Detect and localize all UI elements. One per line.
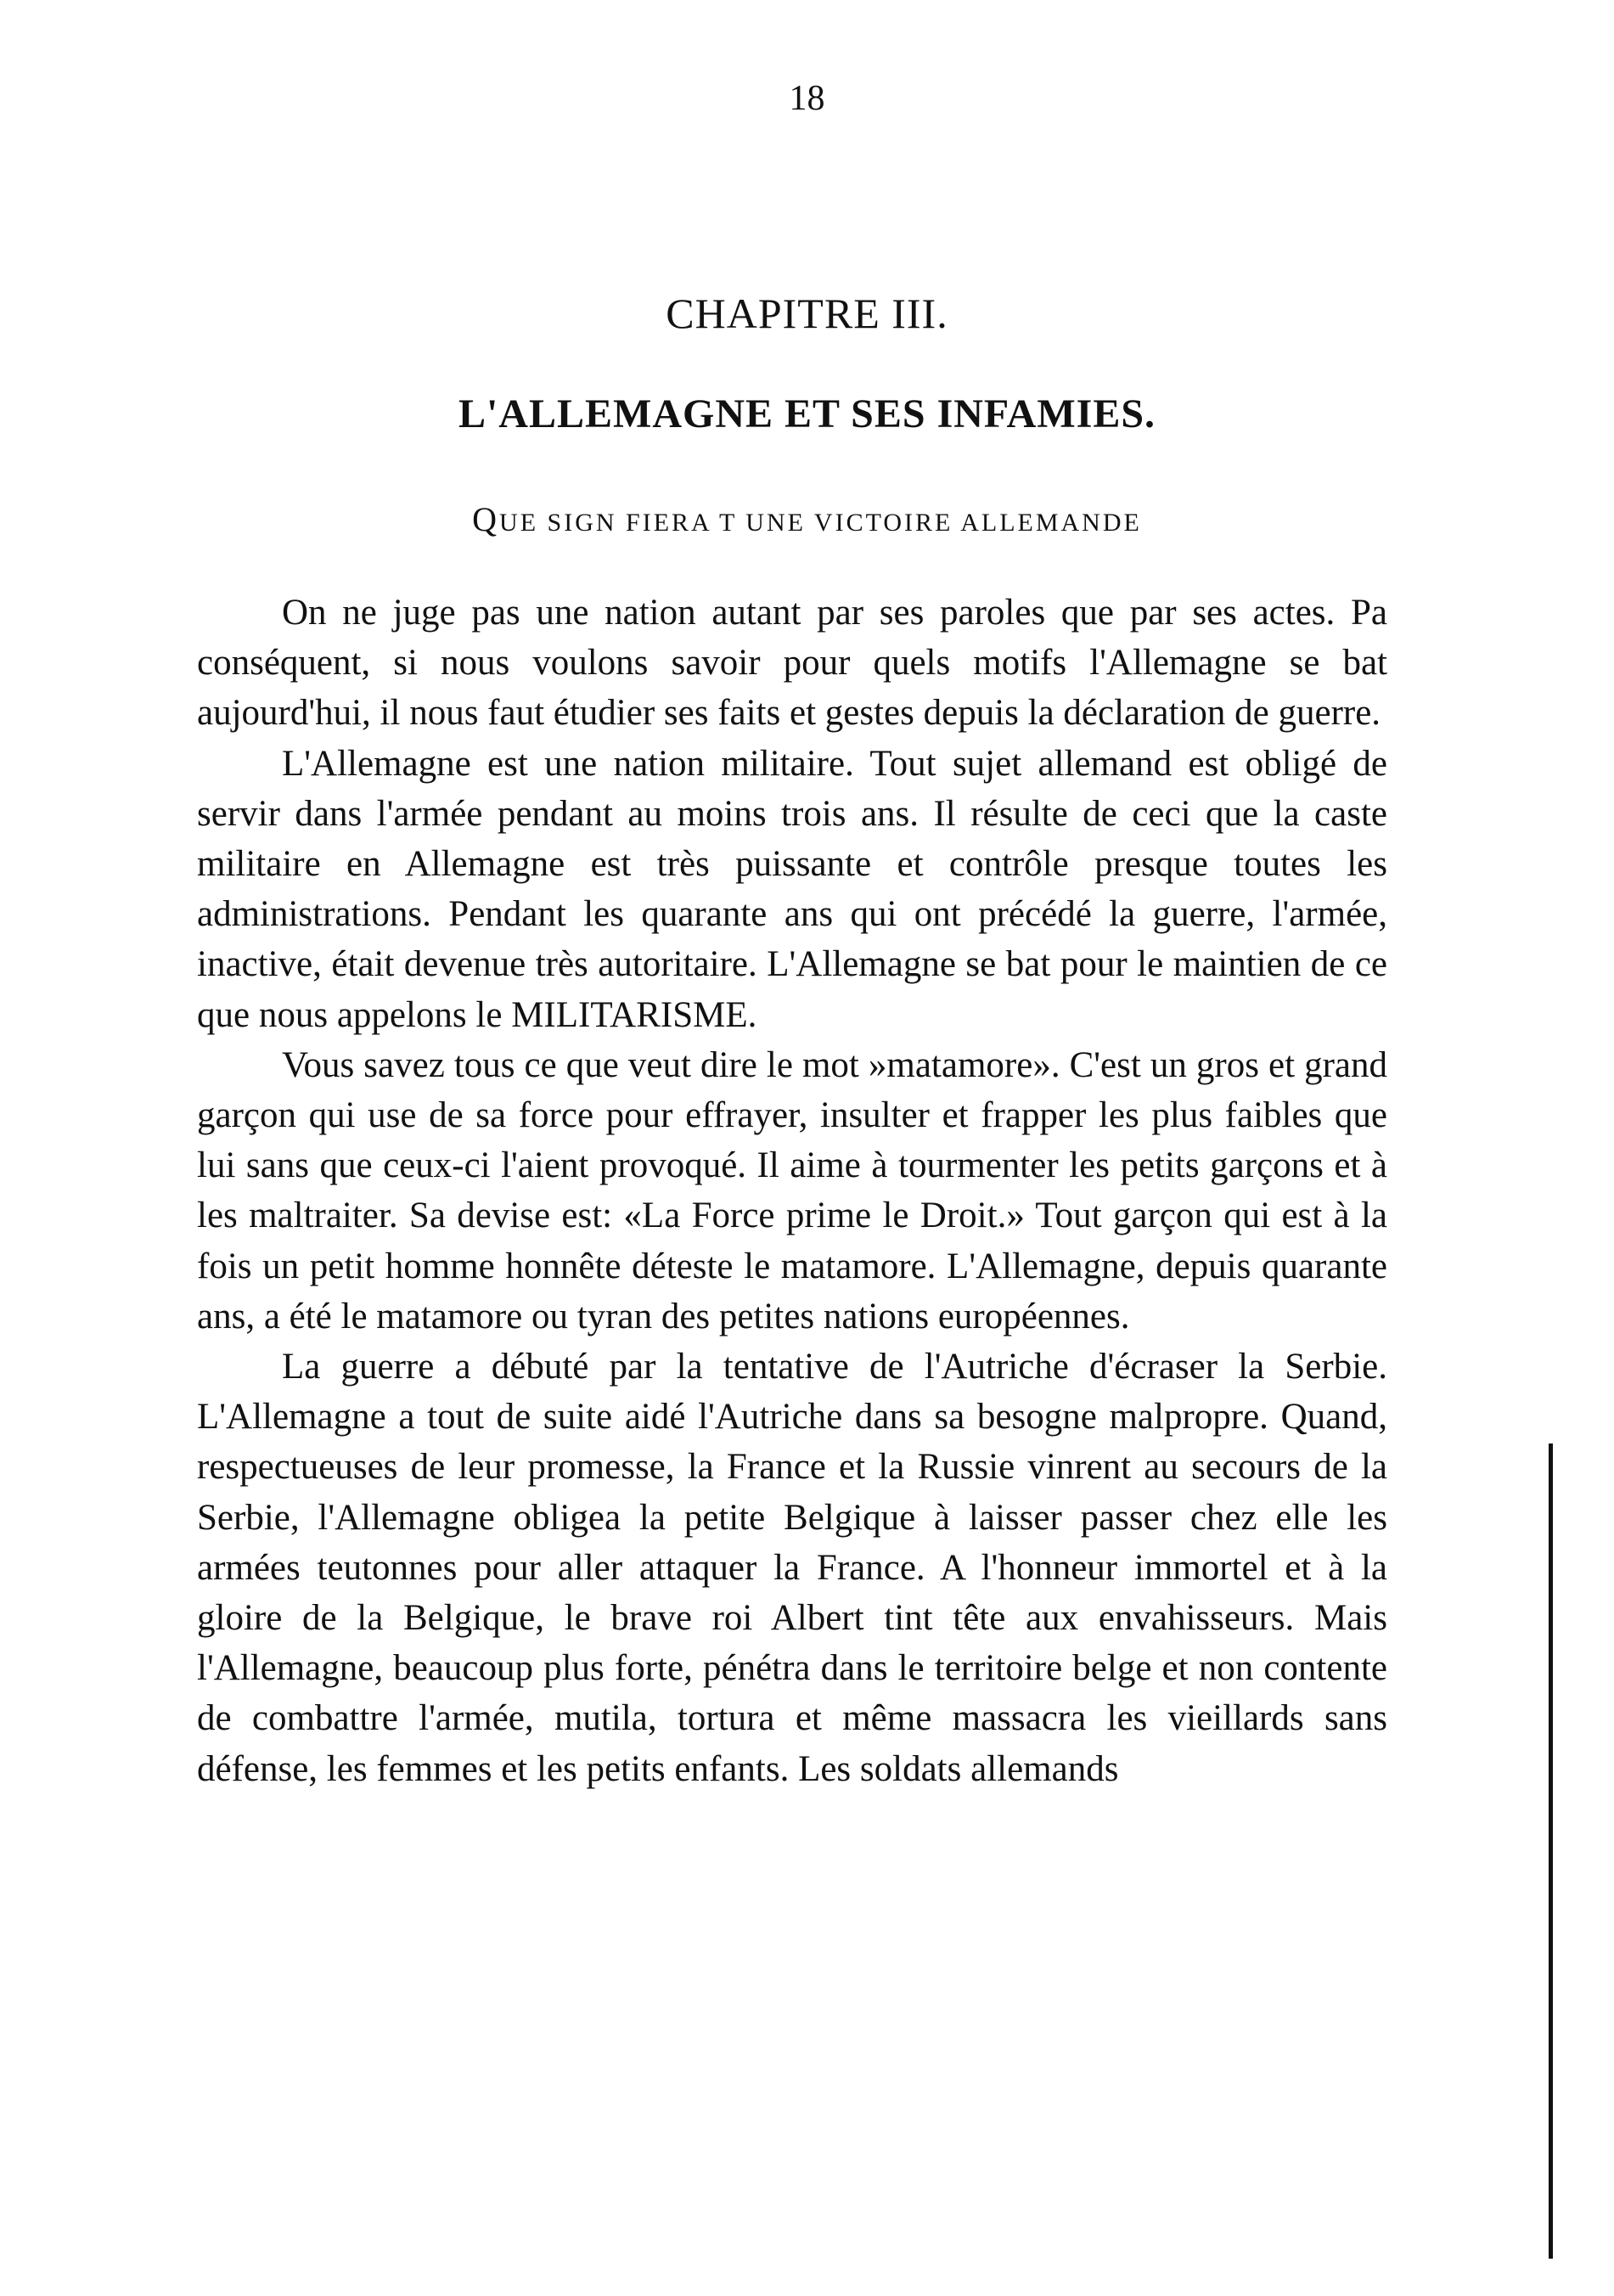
paragraph-1: On ne juge pas une nation autant par ses paroles que par ses actes. Pa conséquent, si nous voulons savoir pour quels motifs l'Allemagne se bat aujourd'hui, il nous faut étudier ses faits et gestes depuis la déclaration de guerre. [197,593,1387,734]
paragraph-3: Vous savez tous ce que veut dire le mot »matamore». C'est un gros et grand garçon qui use de sa force pour effrayer, insulter et frapper les plus faibles que lui sans que ceux-ci l'aient provoqué. Il aime à tourmenter les petits garçons et à les maltraiter. Sa devise est: «La Force prime le Droit.» Tout garçon qui est à la fois un petit homme honnête déteste le matamore. L'Allemagne, depuis quarante ans, a été le matamore ou tyran des petites nations européennes. [197,1044,1387,1337]
section-heading [0,499,1614,539]
section-heading-initial: Q [472,500,500,538]
section-heading-rest: UE SIGN FIERA T UNE VICTOIRE ALLEMANDE [499,509,1142,537]
paragraph-2: L'Allemagne est une nation militaire. Tout sujet allemand est obligé de servir dans l'armée pendant au moins trois ans. Il résulte de ceci que la caste militaire en Allemagne est très puissante et contrôle presque toutes les administrations. Pendant les quarante ans qui ont précédé la guerre, l'armée, inactive, était devenue très autoritaire. L'Allemagne se bat pour le maintien de ce que nous appelons le MILITARISME. [197,743,1387,1035]
margin-rule [1549,1443,1553,2259]
paragraph-4: La guerre a débuté par la tentative de l'Autriche d'écraser la Serbie. L'Allemagne a tout de suite aidé l'Autriche dans sa besogne malpropre. Quand, respectueuses de leur promesse, la France et la Russie vinrent au secours de la Serbie, l'Allemagne obligea la petite Belgique à laisser passer chez elle les armées teutonnes pour aller attaquer la France. A l'honneur immortel et à la gloire de la Belgique, le brave roi Albert tint tête aux envahisseurs. Mais l'Allemagne, beaucoup plus forte, pénétra dans le territoire belge et non contente de combattre l'armée, mutila, tortura et même massacra les vieillards sans défense, les femmes et les petits enfants. Les soldats allemands [197,1347,1387,1789]
body-text [197,588,1387,1794]
page-number: 18 [789,79,825,118]
chapter-title: L'ALLEMAGNE ET SES INFAMIES. [458,391,1156,436]
chapter-heading: CHAPITRE III. [666,290,948,337]
